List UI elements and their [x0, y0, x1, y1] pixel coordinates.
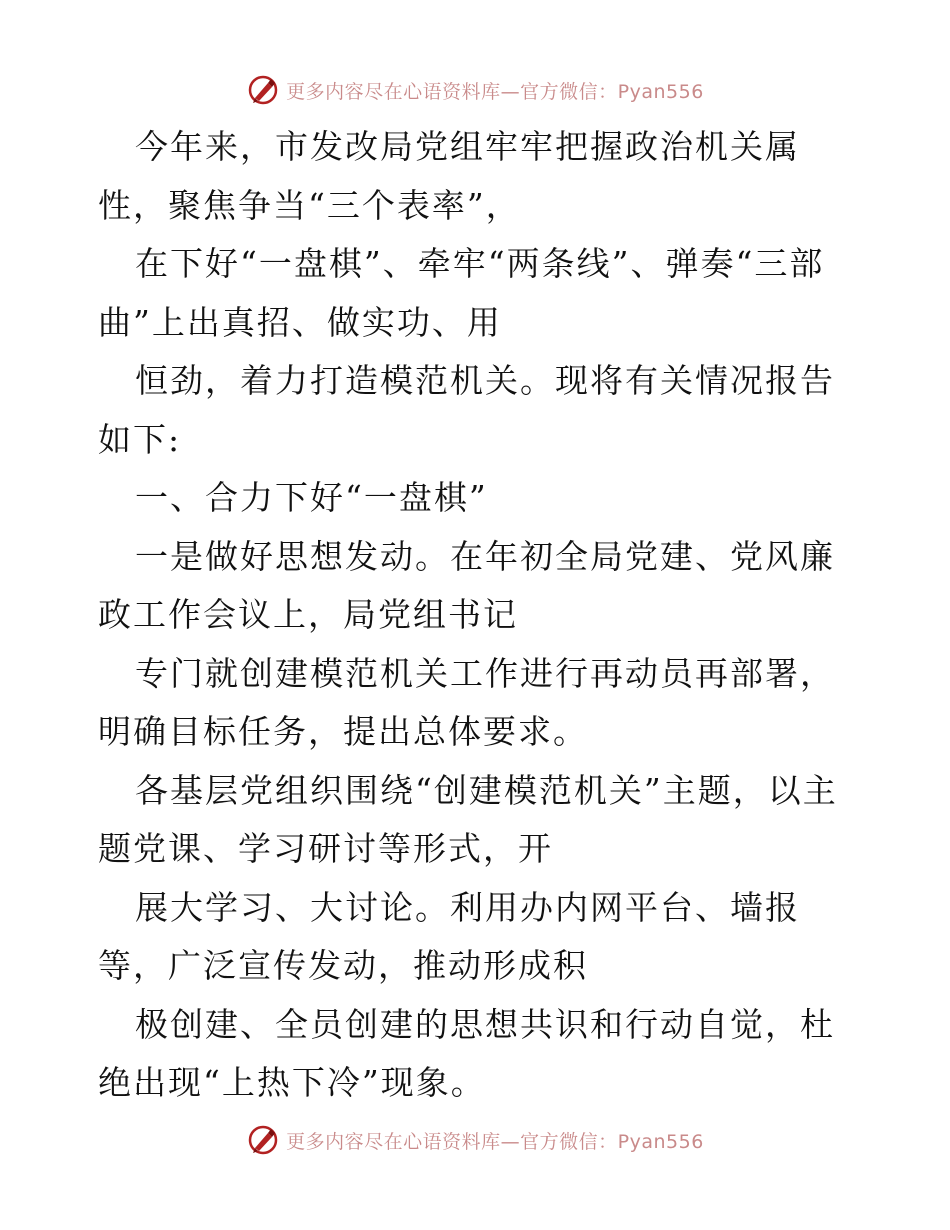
paragraph-3: 恒劲，着力打造模范机关。现将有关情况报告如下:	[98, 361, 835, 459]
paragraph-8: 极创建、全员创建的思想共识和行动自觉，杜绝出现“上热下冷”现象。	[98, 1004, 835, 1102]
footer-banner-text: 更多内容尽在心语资料库—官方微信：Pyan556	[286, 1130, 704, 1153]
paragraph-5: 专门就创建模范机关工作进行再动员再部署，明确目标任务，提出总体要求。	[98, 653, 835, 751]
paragraph-7: 展大学习、大讨论。利用办内网平台、墙报等，广泛宣传发动，推动形成积	[98, 887, 800, 985]
document-body	[98, 118, 858, 1113]
pen-logo-icon	[246, 73, 280, 107]
paragraph-4: 一是做好思想发动。在年初全局党建、党风廉政工作会议上，局党组书记	[98, 536, 835, 634]
header-banner	[0, 72, 950, 108]
footer-banner	[0, 1122, 950, 1158]
pen-logo-icon	[246, 1123, 280, 1157]
paragraph-1: 今年来，市发改局党组牢牢把握政治机关属性，聚焦争当“三个表率”，	[98, 127, 800, 225]
header-banner-text: 更多内容尽在心语资料库—官方微信：Pyan556	[286, 80, 704, 103]
paragraph-2: 在下好“一盘棋”、牵牢“两条线”、弹奏“三部曲”上出真招、做实功、用	[98, 244, 825, 342]
section-heading-1: 一、合力下好“一盘棋”	[135, 478, 488, 517]
paragraph-6: 各基层党组织围绕“创建模范机关”主题，以主题党课、学习研讨等形式，开	[98, 770, 838, 868]
